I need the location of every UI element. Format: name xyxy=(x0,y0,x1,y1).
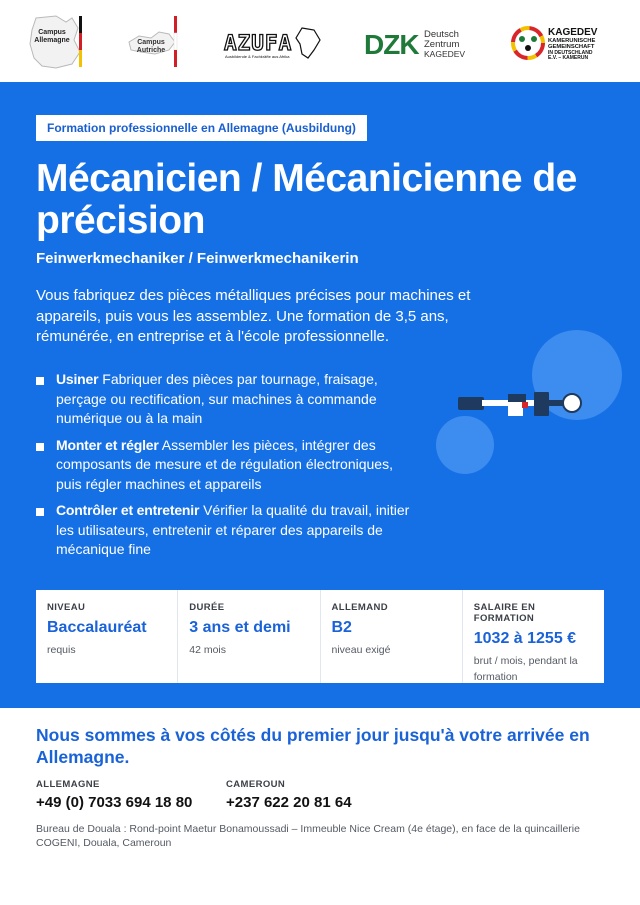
fact-value: Baccalauréat xyxy=(47,619,147,636)
fact-salary xyxy=(463,590,604,683)
task-label: Contrôler et entretenir xyxy=(56,502,200,518)
dzk-wordmark: DZK xyxy=(364,29,419,60)
german-job-title: Feinwerkmechaniker / Feinwerkmechanikerin xyxy=(36,250,359,267)
support-headline: Nous sommes à vos côtés du premier jour jusqu'à votre arrivée en Allemagne. xyxy=(36,725,590,767)
task-text: Fabriquer des pièces par tournage, fraisage, perçage ou rectification, sur machines à commande numérique ou à la main xyxy=(56,371,378,426)
square-bullet-icon xyxy=(36,443,44,451)
fact-label: DURÉE xyxy=(189,602,225,613)
campus-autriche-line2: Autriche xyxy=(136,47,166,54)
campus-autriche-logo xyxy=(125,14,185,72)
kagedev-wordmark: KAGEDEV xyxy=(548,27,598,38)
dzk-line1: Deutsch xyxy=(424,29,459,40)
hero-section xyxy=(0,82,640,708)
kagedev-line4: E.V. – KAMERUN xyxy=(548,55,589,61)
job-intro: Vous fabriquez des pièces métalliques précises pour machines et appareils, puis vous les assemblez. Une formation de 3,5 ans, rémunérée, en entreprise et à l'école professionnelle. xyxy=(36,287,471,345)
azufa-logo xyxy=(222,14,324,72)
dzk-logo xyxy=(362,14,468,72)
task-item xyxy=(36,436,416,495)
azufa-tagline: Ausbildende & Fachkräfte aus Afrika xyxy=(225,54,290,59)
fact-duration xyxy=(178,590,320,683)
job-title: Mécanicien / Mécanicienne de précision xyxy=(36,157,577,242)
campus-allemagne-line1: Campus xyxy=(38,29,66,36)
task-text: Assembler les pièces, intégrer des composants de mesure et de régulation électroniques, puis régler machines et appareils xyxy=(56,436,393,492)
campus-allemagne-logo xyxy=(22,14,92,72)
contact-label: CAMEROUN xyxy=(226,779,286,790)
kagedev-line2: GEMEINSCHAFT xyxy=(548,44,595,50)
fact-level xyxy=(36,590,178,683)
office-address: Bureau de Douala : Rond-point Maetur Bonamoussadi – Immeuble Nice Cream (4e étage), en face de la quincaillerie COGENI, Douala, Cameroun xyxy=(36,823,580,849)
dzk-line2: Zentrum xyxy=(424,39,460,50)
fact-label: ALLEMAND xyxy=(331,602,388,613)
task-label: Usiner xyxy=(56,371,99,387)
fact-value: 3 ans et demi xyxy=(189,619,291,636)
fact-note: niveau exigé xyxy=(331,644,391,656)
task-item xyxy=(36,370,416,429)
partner-logos xyxy=(0,0,640,82)
phone-number-germany[interactable]: +49 (0) 7033 694 18 80 xyxy=(36,794,193,811)
kagedev-line1: KAMERUNISCHE xyxy=(548,38,596,44)
task-text: Vérifier la qualité du travail, initier les utilisateurs, entretenir et réparer des appareils de mécanique fine xyxy=(56,502,410,557)
square-bullet-icon xyxy=(36,508,44,516)
contact-cameroon xyxy=(226,779,352,811)
phone-number-cameroon[interactable]: +237 622 20 81 64 xyxy=(226,794,352,811)
campus-allemagne-line2: Allemagne xyxy=(34,37,70,44)
task-label: Monter et régler xyxy=(56,436,159,453)
contact-label: ALLEMAGNE xyxy=(36,779,100,790)
fact-label: SALAIRE EN FORMATION xyxy=(473,602,536,624)
category-badge: Formation professionnelle en Allemagne (Ausbildung) xyxy=(36,115,367,141)
key-facts-panel xyxy=(36,590,604,683)
precision-tool-icon xyxy=(456,388,586,425)
fact-label: NIVEAU xyxy=(47,602,86,613)
azufa-wordmark: AZUFA xyxy=(224,31,293,55)
fact-note: 42 mois xyxy=(189,644,227,656)
dzk-line3: KAGEDEV xyxy=(424,49,466,59)
fact-german-level xyxy=(321,590,463,683)
kagedev-logo xyxy=(508,14,624,72)
fact-note: brut / mois, pendant la formation xyxy=(473,655,578,683)
fact-value: 1032 à 1255 € xyxy=(473,630,577,647)
task-item xyxy=(36,501,416,560)
campus-autriche-line1: Campus xyxy=(137,39,165,46)
kagedev-line3: IN DEUTSCHLAND xyxy=(548,50,593,56)
square-bullet-icon xyxy=(36,377,44,385)
task-list xyxy=(36,370,416,567)
fact-value: B2 xyxy=(331,619,352,636)
contact-germany xyxy=(36,779,192,811)
fact-note: requis xyxy=(47,644,76,656)
